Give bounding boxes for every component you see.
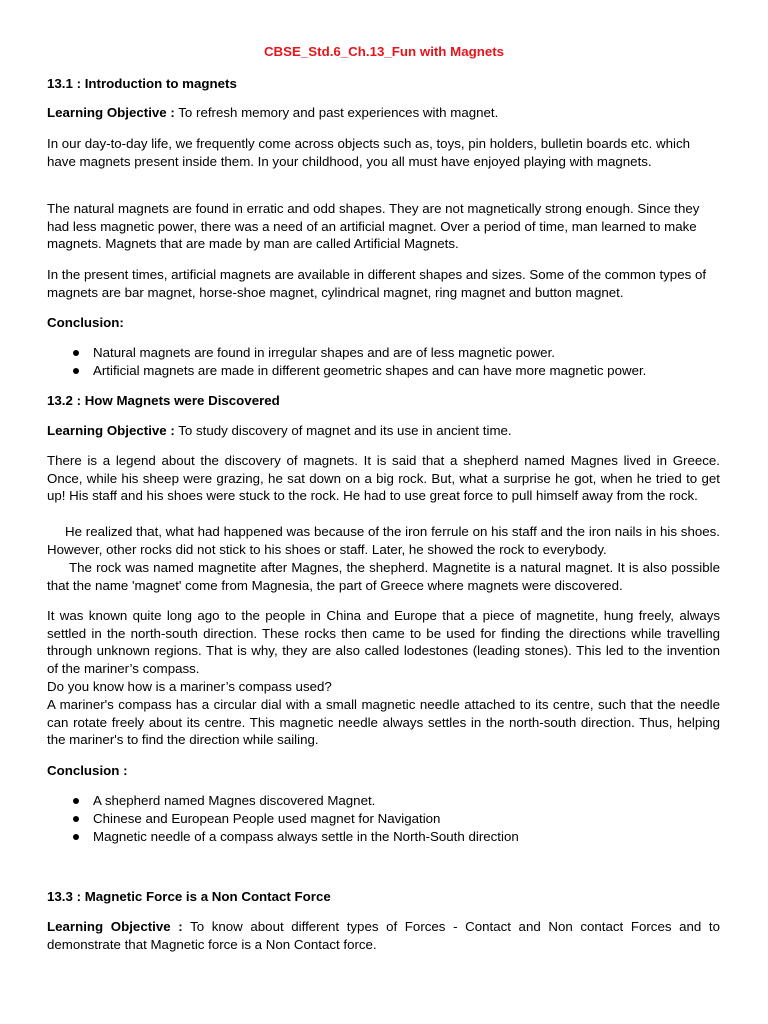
section-heading-13-2: 13.2 : How Magnets were Discovered xyxy=(47,393,280,408)
conclusion-label: Conclusion : xyxy=(47,763,128,778)
paragraph: There is a legend about the discovery of magnets. It is said that a shepherd named Magnes lived in Greece. Once, while his sheep were grazing, he sat down on a big rock. But, what a surprise he got, when he tried to get up! His staff and his shoes were stuck to the rock. He had to use great force to pull himself away from the rock. xyxy=(47,453,720,504)
learning-objective-13-2 xyxy=(47,422,720,440)
learning-objective-label: Learning Objective : xyxy=(47,919,183,934)
paragraph: The rock was named magnetite after Magnes, the shepherd. Magnetite is a natural magnet. It is also possible that the name 'magnet' come from Magnesia, the part of Greece where magnets were discovered. xyxy=(47,560,720,593)
paragraph: Do you know how is a mariner’s compass used? xyxy=(47,679,332,694)
paragraph: The natural magnets are found in erratic and odd shapes. They are not magnetically strong enough. Since they had less magnetic power, there was a need of an artificial magnet. Over a period of time, man learned to make magnets. Magnets that are made by man are called Artificial Magnets. xyxy=(47,201,700,252)
learning-objective-13-3 xyxy=(47,918,720,953)
list-item: A shepherd named Magnes discovered Magnet. xyxy=(47,792,720,810)
list-item: Magnetic needle of a compass always settle in the North-South direction xyxy=(47,828,720,846)
paragraph: In our day-to-day life, we frequently come across objects such as, toys, pin holders, bulletin boards etc. which have magnets present inside them. In your childhood, you all must have enjoyed playing with magnets. xyxy=(47,136,691,169)
conclusion-label: Conclusion: xyxy=(47,315,124,330)
conclusion-list xyxy=(47,792,720,846)
section-heading-13-3: 13.3 : Magnetic Force is a Non Contact Force xyxy=(47,889,331,904)
learning-objective-label: Learning Objective : xyxy=(47,105,175,120)
list-item: Artificial magnets are made in different geometric shapes and can have more magnetic power. xyxy=(47,362,720,380)
learning-objective-text: To refresh memory and past experiences with magnet. xyxy=(174,105,499,120)
learning-objective-text: To study discovery of magnet and its use in ancient time. xyxy=(174,423,512,438)
paragraph: A mariner's compass has a circular dial with a small magnetic needle attached to its centre, such that the needle can rotate freely about its centre. This magnetic needle always settles in the north-south direction. Thus, helping the mariner's to find the direction while sailing. xyxy=(47,697,720,748)
paragraph: He realized that, what had happened was because of the iron ferrule on his staff and the iron nails in his shoes. However, other rocks did not stick to his shoes or staff. Later, he showed the rock to everybody. xyxy=(47,524,720,557)
list-item: Chinese and European People used magnet for Navigation xyxy=(47,810,720,828)
paragraph: It was known quite long ago to the people in China and Europe that a piece of magnetite, hung freely, always settled in the north-south direction. These rocks then came to be used for finding the directions while travelling through unknown regions. That is why, they are also called lodestones (leading stones). This led to the invention of the mariner’s compass. xyxy=(47,608,720,676)
learning-objective-label: Learning Objective : xyxy=(47,423,175,438)
learning-objective-text: To know about different types of Forces - Contact and Non contact Forces and to demonstrate that Magnetic force is a Non Contact force. xyxy=(47,919,721,952)
conclusion-list xyxy=(47,344,720,380)
learning-objective-13-1 xyxy=(47,104,720,122)
paragraph: In the present times, artificial magnets are available in different shapes and sizes. Some of the common types of magnets are bar magnet, horse-shoe magnet, cylindrical magnet, ring magnet and button magnet. xyxy=(47,267,707,300)
section-heading-13-1: 13.1 : Introduction to magnets xyxy=(47,76,237,91)
list-item: Natural magnets are found in irregular shapes and are of less magnetic power. xyxy=(47,344,720,362)
document-title: CBSE_Std.6_Ch.13_Fun with Magnets xyxy=(263,44,505,59)
